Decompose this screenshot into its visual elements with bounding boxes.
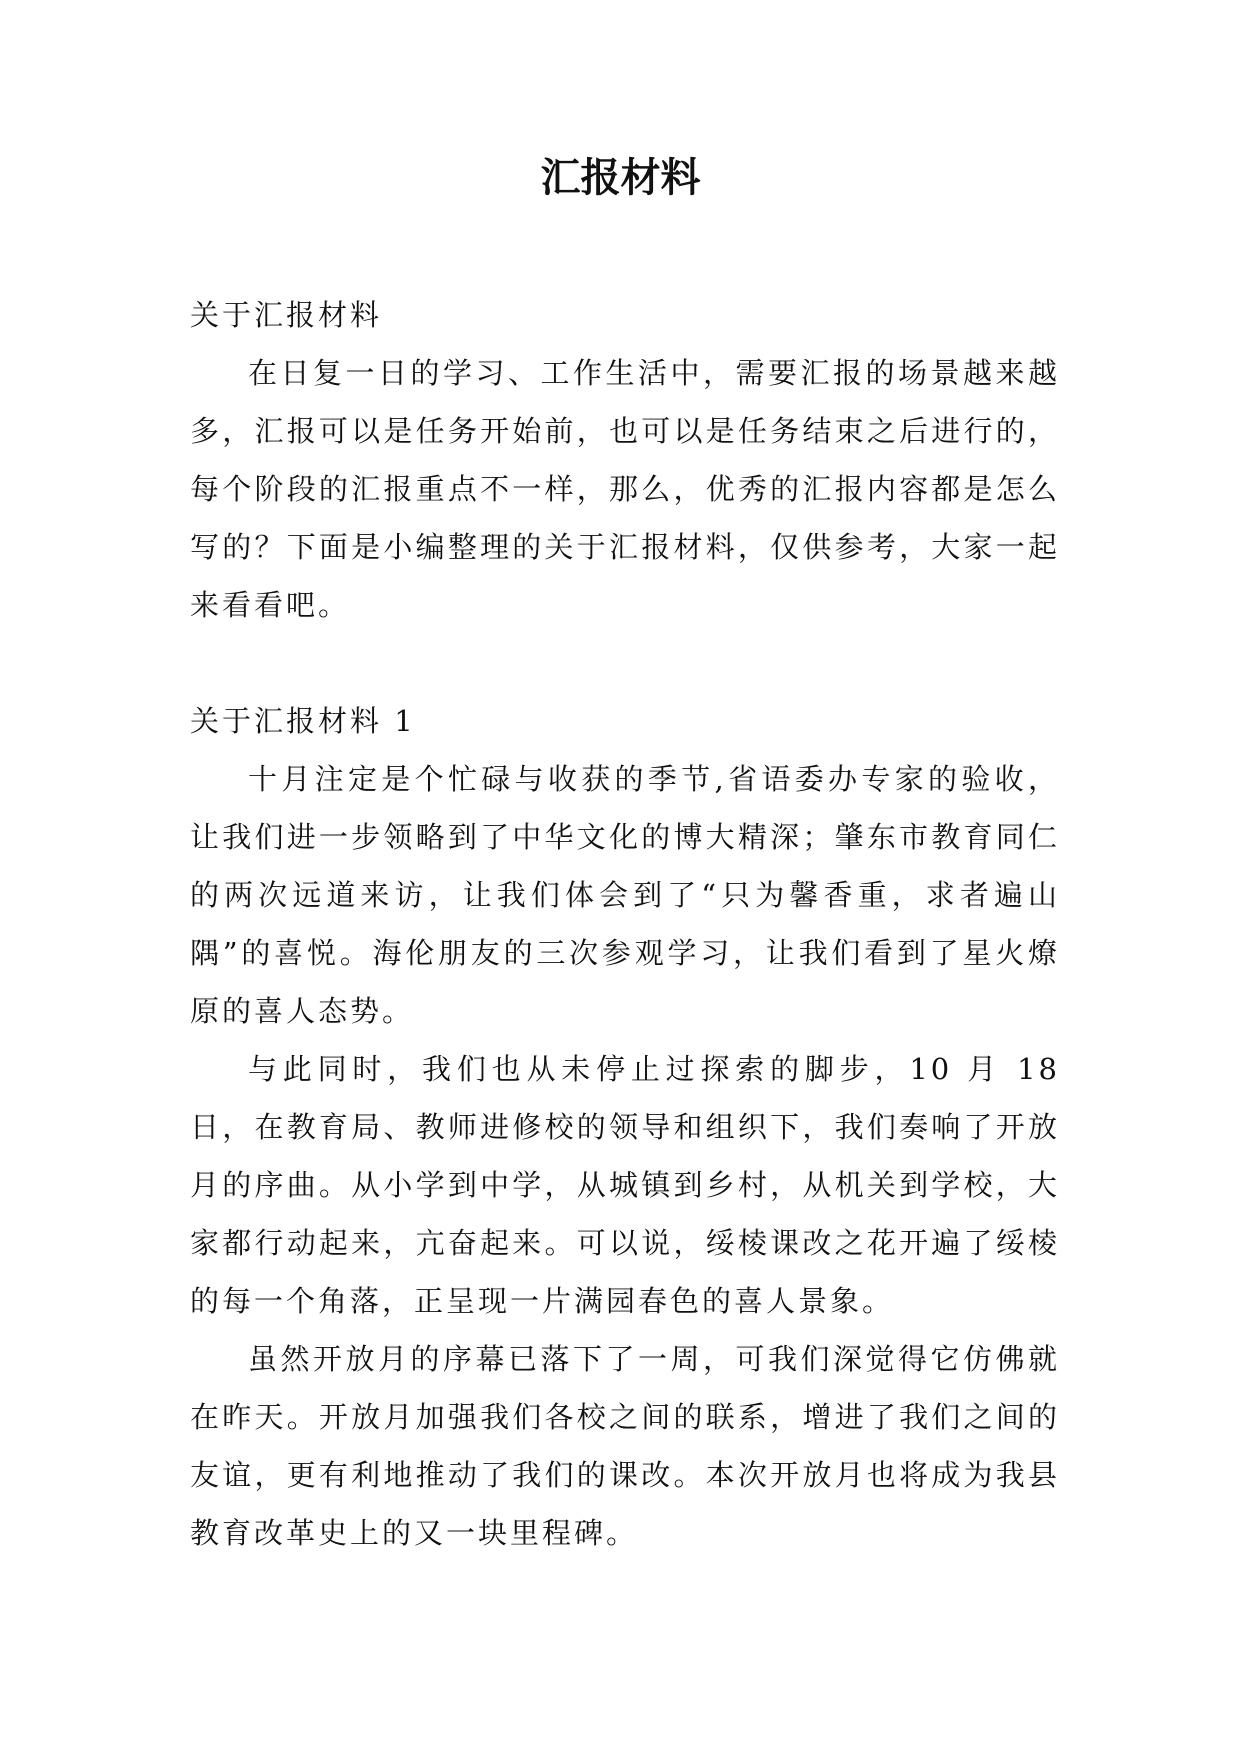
- document-body: [190, 286, 1060, 1562]
- intro-heading: 关于汇报材料: [190, 298, 383, 332]
- section-1-heading: 关于汇报材料 1: [190, 704, 416, 738]
- section-1-paragraph-2: 与此同时，我们也从未停止过探索的脚步，10 月 18 日，在教育局、教师进修校的领导和组织下，我们奏响了开放月的序曲。从小学到中学，从城镇到乡村，从机关到学校，大家都行动起来，亢奋起来。可以说，绥棱课改之花开遍了绥棱的每一个角落，正呈现一片满园春色的喜人景象。: [190, 1052, 1060, 1318]
- section-1-paragraph-1: 十月注定是个忙碌与收获的季节,省语委办专家的验收，让我们进一步领略到了中华文化的博大精深；肇东市教育同仁的两次远道来访，让我们体会到了“只为馨香重，求者遍山隅”的喜悦。海伦朋友的三次参观学习，让我们看到了星火燎原的喜人态势。: [190, 762, 1060, 1028]
- section-spacer: [190, 634, 1060, 692]
- intro-paragraph: 在日复一日的学习、工作生活中，需要汇报的场景越来越多，汇报可以是任务开始前，也可以是任务结束之后进行的，每个阶段的汇报重点不一样，那么，优秀的汇报内容都是怎么写的？下面是小编整理的关于汇报材料，仅供参考，大家一起来看看吧。: [190, 356, 1060, 622]
- section-1-paragraph-3: 虽然开放月的序幕已落下了一周，可我们深觉得它仿佛就在昨天。开放月加强我们各校之间的联系，增进了我们之间的友谊，更有利地推动了我们的课改。本次开放月也将成为我县教育改革史上的又一块里程碑。: [190, 1342, 1060, 1550]
- document-title: 汇报材料: [540, 155, 701, 201]
